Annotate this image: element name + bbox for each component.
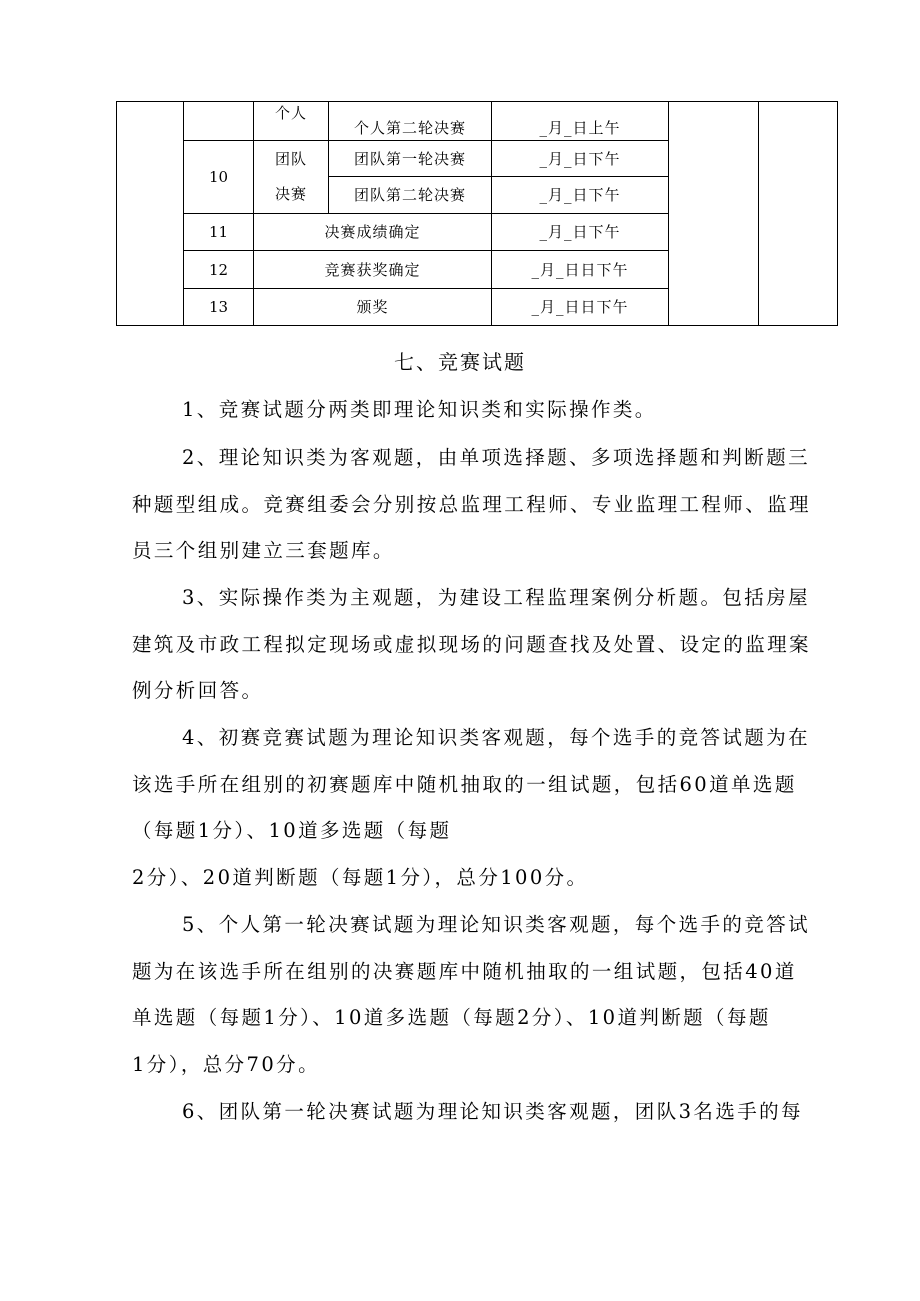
text-line: （每题1分）、10道多选题（每题 xyxy=(132,819,452,842)
text-line: 3、实际操作类为主观题，为建设工程监理案例分析题。包括房屋 xyxy=(182,586,811,609)
table-cell-number: 13 xyxy=(184,289,254,326)
paragraph-5 xyxy=(132,902,848,1088)
text-line: 种题型组成。竞赛组委会分别按总监理工程师、专业监理工程师、监理 xyxy=(132,492,811,516)
table-cell-time: _月_日上午 xyxy=(492,102,669,141)
table-cell-number xyxy=(184,102,254,141)
text-line: 单选题（每题1分）、10道多选题（每题2分）、10道判断题（每题 xyxy=(132,1006,771,1029)
table-cell-blank xyxy=(669,102,759,326)
text-line: 4、初赛竞赛试题为理论知识类客观题，每个选手的竞答试题为在 xyxy=(182,726,811,749)
table-cell-blank xyxy=(117,102,184,326)
table-cell-stage: 竞赛获奖确定 xyxy=(254,251,492,289)
table-cell-stage: 决赛成绩确定 xyxy=(254,214,492,251)
text-line: 建筑及市政工程拟定现场或虚拟现场的问题查找及处置、设定的监理案 xyxy=(132,632,811,656)
text-line: 2分）、20道判断题（每题1分），总分100分。 xyxy=(132,865,589,889)
text-line: 该选手所在组别的初赛题库中随机抽取的一组试题，包括60道单选题 xyxy=(132,772,797,796)
table-cell-stage: 个人第二轮决赛 xyxy=(329,102,492,141)
table-cell-stage: 团队第二轮决赛 xyxy=(329,177,492,214)
paragraph-6 xyxy=(132,1089,848,1136)
group-label-line: 决赛 xyxy=(274,185,307,203)
schedule-table xyxy=(116,101,838,326)
text-line: 题为在该选手所在组别的决赛题库中随机抽取的一组试题，包括40道 xyxy=(132,959,797,983)
text-line: 2、理论知识类为客观题，由单项选择题、多项选择题和判断题三 xyxy=(182,446,811,469)
table-cell-time: _月_日日下午 xyxy=(492,251,669,289)
table-cell-group: 个人 xyxy=(254,102,329,141)
paragraph-4 xyxy=(132,715,848,901)
table-row xyxy=(117,102,838,141)
table-cell-time: _月_日下午 xyxy=(492,214,669,251)
text-line: 6、团队第一轮决赛试题为理论知识类客观题，团队3名选手的每 xyxy=(182,1100,803,1123)
table-cell-group xyxy=(254,141,329,214)
section-heading: 七、竞赛试题 xyxy=(394,350,526,374)
table-cell-blank xyxy=(759,102,838,326)
table-cell-stage: 颁奖 xyxy=(254,289,492,326)
table-cell-time: _月_日下午 xyxy=(492,177,669,214)
group-label-line: 团队 xyxy=(274,150,307,169)
table-cell-number: 11 xyxy=(184,214,254,251)
paragraph-3 xyxy=(132,575,848,715)
text-line: 员三个组别建立三套题库。 xyxy=(132,539,395,562)
table-cell-time: _月_日日下午 xyxy=(492,289,669,326)
text-line: 5、个人第一轮决赛试题为理论知识类客观题，每个选手的竞答试 xyxy=(182,913,811,936)
text-line: 1分），总分70分。 xyxy=(132,1052,320,1076)
paragraph-2 xyxy=(132,435,848,575)
table-cell-time: _月_日下午 xyxy=(492,141,669,177)
text-line: 1、竞赛试题分两类即理论知识类和实际操作类。 xyxy=(182,398,657,421)
table-cell-number: 10 xyxy=(184,141,254,214)
paragraph-1 xyxy=(132,387,848,434)
text-line: 例分析回答。 xyxy=(132,679,264,702)
table-cell-stage: 团队第一轮决赛 xyxy=(329,141,492,177)
table-cell-number: 12 xyxy=(184,251,254,289)
